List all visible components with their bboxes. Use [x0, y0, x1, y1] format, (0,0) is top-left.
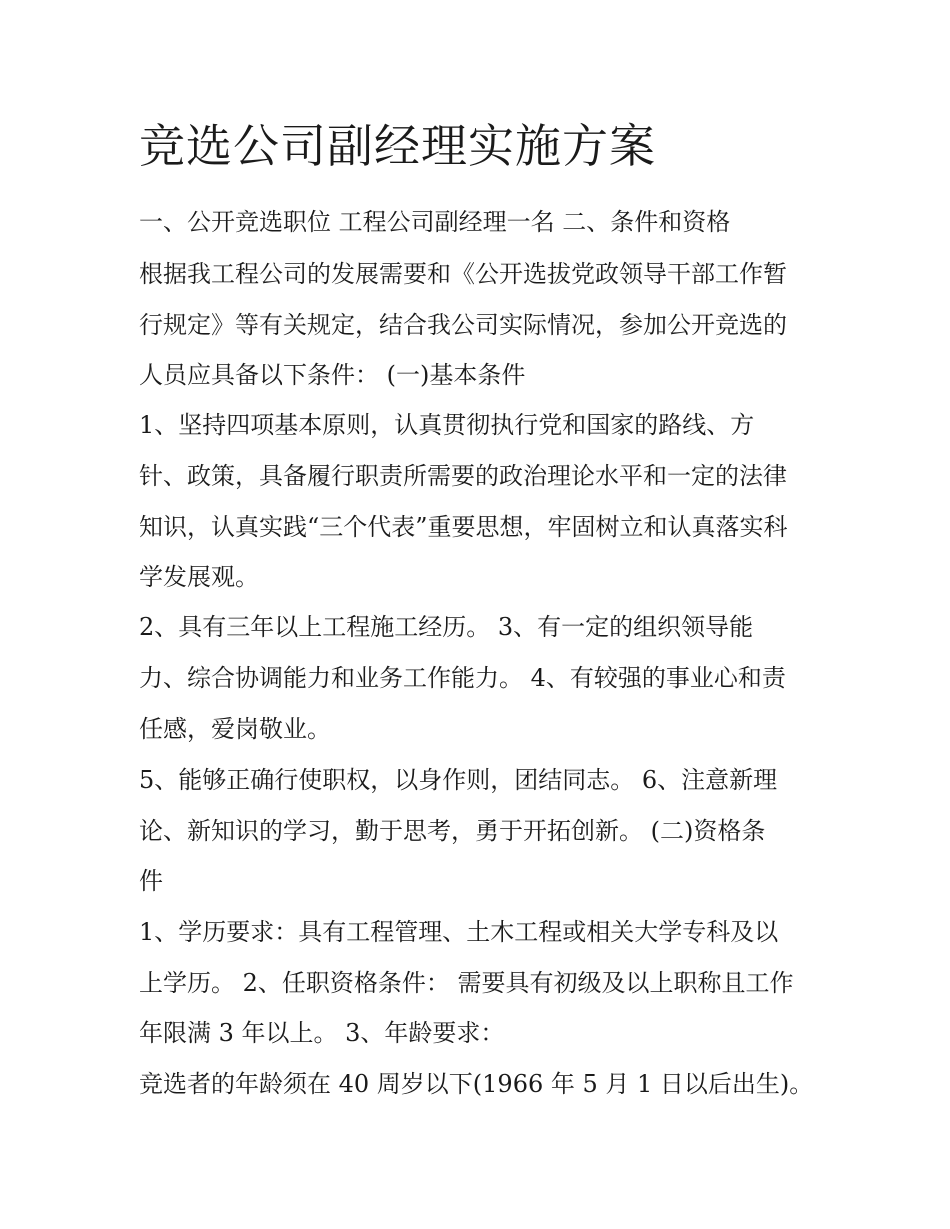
- text-line: 力、综合协调能力和业务工作能力。 4、有较强的事业心和责: [139, 664, 786, 692]
- text-line: 上学历。 2、任职资格条件： 需要具有初级及以上职称且工作: [139, 969, 794, 997]
- text-line: 学发展观。: [139, 563, 259, 591]
- text-line: 知识，认真实践“三个代表”重要思想，牢固树立和认真落实科: [139, 513, 788, 541]
- text-line: 行规定》等有关规定，结合我公司实际情况，参加公开竞选的: [139, 311, 787, 339]
- text-line: 针、政策，具备履行职责所需要的政治理论水平和一定的法律: [139, 462, 787, 490]
- text-line: 1、学历要求：具有工程管理、土木工程或相关大学专科及以: [139, 918, 779, 946]
- document-title: 竞选公司副经理实施方案: [139, 119, 656, 173]
- text-line: 一、公开竞选职位 工程公司副经理一名 二、条件和资格: [139, 208, 731, 236]
- text-line: 1、坚持四项基本原则，认真贯彻执行党和国家的路线、方: [139, 411, 755, 439]
- text-line: 人员应具备以下条件： (一)基本条件: [139, 361, 526, 389]
- text-line: 根据我工程公司的发展需要和《公开选拔党政领导干部工作暂: [139, 260, 787, 288]
- text-line: 2、具有三年以上工程施工经历。 3、有一定的组织领导能: [139, 613, 754, 641]
- text-line: 任感，爱岗敬业。: [139, 715, 331, 743]
- text-line: 论、新知识的学习，勤于思考，勇于开拓创新。 (二)资格条: [139, 817, 766, 845]
- text-line: 件: [139, 867, 163, 895]
- text-line: 年限满 3 年以上。 3、年龄要求：: [139, 1019, 505, 1047]
- text-line: 5、能够正确行使职权，以身作则，团结同志。 6、注意新理: [139, 766, 778, 794]
- text-line: 竞选者的年龄须在 40 周岁以下(1966 年 5 月 1 日以后出生)。: [139, 1070, 814, 1098]
